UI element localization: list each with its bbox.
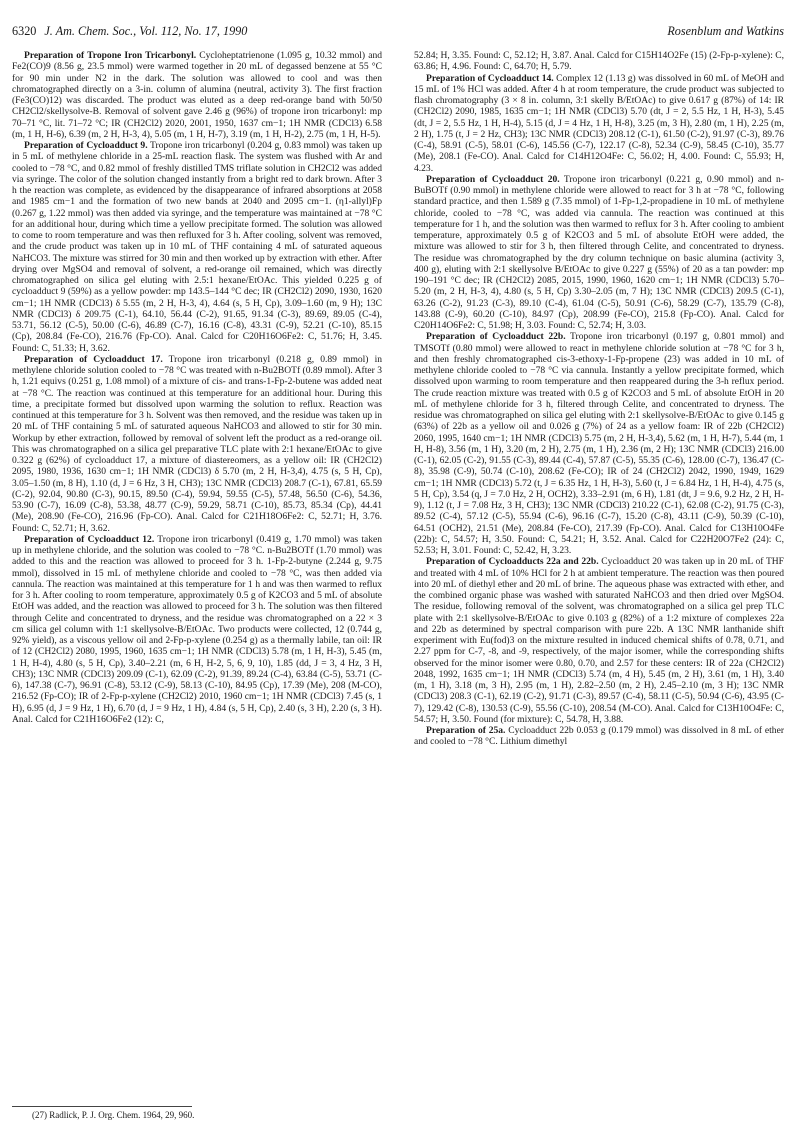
running-authors: Rosenblum and Watkins	[667, 24, 784, 38]
paragraph	[414, 73, 784, 174]
paragraph-text: Tropone iron tricarbonyl (0.221 g, 0.90 mmol) and n-BuBOTf (0.90 mmol) in methylene chloride were allowed to react for 3 h at −78 °C, following standard practice, and then 1.589 g (7.35 mmol) of 1-Fp-1,2-propadiene in 10 mL of methylene chloride, cooled to −78 °C, was added via cannula. The reaction was continued at this temperature for 1 h, and the solution was then warmed to reflux for 3 h. After cooling to ambient temperature, approximately 0.5 g of K2CO3 and 5 mL of absolute EtOH were added, the mixture was allowed to stir for 3 h, then filtered through Celite, and concentrated to dryness. The residue was chromatographed by the dry column technique on basic alumina (activity 3, 400 g), eluting with 2:1 skellysolve B/EtOAc to give 0.227 g (55%) of 20 as a tan powder: mp 190–191 °C dec; IR (CH2Cl2) 2085, 2015, 1990, 1960, 1620 cm−1; 1H NMR (CDCl3) 5.70–5.20 (m, 2 H, H-3, 4), 4.80 (s, 5 H, Cp) 3.30–2.05 (m, 7 H); 13C NMR (CDCl3) 209.5 (C-1), 63.26 (C-2), 91.23 (C-3), 89.10 (C-4), 61.04 (C-5), 50.91 (C-6), 58.29 (C-7), 135.79 (C-8), 143.88 (C-9), 60.20 (C-10), 84.97 (Cp), 208.99 (Fe-CO), 215.8 (Fp-CO). Anal. Calcd for C20H14O6Fe2: C, 51.98; H, 3.03. Found: C, 52.74; H, 3.03.	[414, 173, 784, 331]
paragraph-heading: Preparation of Cycloadduct 12.	[24, 533, 155, 545]
paragraph-text: Complex 12 (1.13 g) was dissolved in 60 mL of MeOH and 15 mL of 1% HCl was added. After 4 h at room temperature, the crude product was subjected to flash chromatography (3 × 8 in. column, 3:1 skelly B/EtOAc) to give 0.617 g (87%) of 14: IR (CH2Cl2) 2090, 1985, 1635 cm−1; 1H NMR (CDCl3) 5.70 (dt, J = 2, 5.5 Hz, 1 H, H-3), 5.45 (dt, J = 2, 5.5 Hz, 1 H, H-4), 5.15 (d, J = 4 Hz, 1 H, H-8), 3.25 (m, 3 H), 2.80 (m, 1 H), 2.25 (m, 2 H), 1.75 (t, J = 2 Hz, CH3); 13C NMR (CDCl3) 208.12 (C-1), 61.50 (C-2), 91.97 (C-3), 89.76 (C-4), 58.91 (C-5), 58.01 (C-6), 145.56 (C-7), 122.17 (C-8), 52.34 (C-9), 58.45 (C-10), 35.77 (Me), 208.1 (Fe-CO). Anal. Calcd for C14H12O4Fe: C, 56.02; H, 4.00. Found: C, 55.93; H, 4.23.	[414, 72, 784, 174]
header-left	[12, 24, 247, 39]
left-column	[12, 50, 382, 725]
paragraph-heading: Preparation of Cycloadduct 14.	[426, 72, 554, 84]
page-header	[12, 24, 784, 40]
paragraph	[12, 50, 382, 140]
paragraph	[12, 354, 382, 534]
paragraph	[414, 174, 784, 332]
paragraph	[414, 556, 784, 725]
paragraph-text: Tropone iron tricarbonyl (0.419 g, 1.70 mmol) was taken up in methylene chloride, and the solution was cooled to −78 °C. n-Bu2BOTf (1.70 mmol) was added to this and the reaction was allowed to proceed for 3 h. 1-Fp-2-butyne (2.244 g, 9.75 mmol), dissolved in 15 mL of methylene chloride and cooled to −78 °C, was then added via cannula. The reaction was maintained at this temperature for 1 h and was then warmed to reflux for 3 h. After cooling to room temperature, approximately 0.5 g of K2CO3 and 5 mL of absolute EtOH was added, and the reaction was allowed to proceed for 3 h. The solution was then filtered through Celite and concentrated to dryness, and the residue was chromatographed on a 22 × 3 cm silica gel column with 1:1 skellysolve-B/EtOAc. Two products were collected, 12 (0.744 g, 92% yield), as a viscous yellow oil and 2-Fp-p-xylene (0.254 g) as a thermally labile, tan oil: IR of 12 (CH2Cl2) 2080, 1995, 1960, 1635 cm−1; 1H NMR (CDCl3) 5.78 (m, 1 H, H-3), 5.45 (m, 1 H, H-4), 4.80 (s, 5 H, Cp), 3.40–2.21 (m, 6 H, H-2, 5, 6, 9, 10), 1.85 (dd, J = 3, 4 Hz, 3 H, CH3); 13C NMR (CDCl3) 209.09 (C-1), 62.09 (C-2), 91.39, 89.24 (C-4), 63.84 (C-5), 53.71 (C-6), 147.38 (C-7), 96.91 (C-8), 53.12 (C-9), 58.13 (C-10), 84.95 (Cp), 17.39 (Me), 208 (M-CO), 216.52 (Fp-CO); IR of 2-Fp-p-xylene (CH2Cl2) 2010, 1960 cm−1; 1H NMR (CDCl3) 7.45 (s, 1 H), 6.95 (d, J = 9 Hz, 1 H), 6.70 (d, J = 9 Hz, 1 H), 4.84 (s, 5 H, Cp), 2.40 (s, 3 H), 2.20 (s, 3 H). Anal. Calcd for C21H16O6Fe2 (12): C,	[12, 533, 382, 725]
paragraph	[414, 331, 784, 556]
page-number: 6320	[12, 24, 37, 38]
paragraph-heading: Preparation of Tropone Iron Tricarbonyl.	[24, 50, 197, 61]
paragraph-text: Cycloheptatrienone (1.095 g, 10.32 mmol) and Fe2(CO)9 (8.56 g, 23.5 mmol) were warmed together in 20 mL of degassed benzene at 55 °C for 90 min under N2 in the dark. The solution was allowed to cool and was then chromatographed directly on a 3-in. column of alumina (neutral, activity 3). The first fraction (Fe3(CO)12) was discarded. The product was eluted as a deep red-orange band with 50/50 CH2Cl2/skellysolve-B. Removal of solvent gave 2.46 g (96%) of tropone iron tricarbonyl: mp 70–71 °C, lit. 71–72 °C; IR (CH2Cl2) 2020, 2001, 1950, 1637 cm−1; 1H NMR (CDCl3) 6.58 (m, 1 H, H-6), 6.39 (m, 2 H, H-3, 4), 5.05 (m, 1 H, H-7), 3.19 (m, 1 H, H-2), 2.75 (m, 1 H, H-5).	[12, 50, 382, 140]
paragraph	[12, 534, 382, 725]
paragraph-text: 52.84; H, 3.35. Found: C, 52.12; H, 3.87. Anal. Calcd for C15H14O2Fe (15) (2-Fp-p-xylene): C, 63.86; H, 4.96. Found: C, 64.70; H, 5.79.	[414, 50, 784, 73]
paragraph-heading: Preparation of Cycloadduct 20.	[426, 173, 560, 185]
paragraph-text: Tropone iron tricarbonyl (0.197 g, 0.801 mmol) and TMSOTf (0.80 mmol) were allowed to react in methylene chloride solution at −78 °C for 3 h, and then freshly chromatographed cis-3-ethoxy-1-Fp-propene (23) was added in 10 mL of methylene chloride cooled to −78 °C via cannula. Instantly a yellow precipitate formed, which dissolved upon warming to room temperature and then reappeared during the 3-h reflux period. The crude reaction mixture was treated with 0.5 g of K2CO3 and 5 mL of absolute EtOH in 20 mL of methylene chloride for 3 h, filtered through Celite, and concentrated to dryness. The residue was chromatographed on silica gel eluting with 2:1 skellysolve-B/EtOAc to give 0.145 g (63%) of 22b as a yellow oil and 0.026 g (7%) of 24 as a yellow foam: IR of 22b (CH2Cl2) 2060, 1995, 1640 cm−1; 1H NMR (CDCl3) 5.75 (m, 2 H, H-3,4), 5.62 (m, 1 H, H-7), 5.44 (m, 1 H, H-8), 3.56 (m, 1 H), 3.20 (m, 2 H), 2.75 (m, 1 H), 2.36 (m, 2 H); 13C NMR (CDCl3) 216.00 (C-1), 62.05 (C-2), 91.55 (C-3), 89.44 (C-4), 57.87 (C-5), 55.35 (C-6), 128.00 (C-7), 136.47 (C-8), 35.98 (C-9), 50.74 (C-10), 208.62 (Fe-CO); IR of 24 (CH2Cl2) 2042, 1990, 1949, 1629 cm−1; 1H NMR (CDCl3) 5.72 (t, J = 6.35 Hz, 1 H, H-3), 5.60 (t, J = 6.84 Hz, 1 H, H-4), 4.75 (s, 5 H, Cp), 3.54 (q, J = 7.0 Hz, 2 H, OCH2), 3.33–2.91 (m, 6 H), 1.81 (dt, J = 9.6, 9.2 Hz, 2 H, H-9), 1.12 (t, J = 7.08 Hz, 3 H, CH3); 13C NMR (CDCl3) 210.22 (C-1), 62.08 (C-2), 91.75 (C-3), 89.52 (C-4), 57.12 (C-5), 55.94 (C-6), 96.16 (C-7), 15.20 (C-8), 43.11 (C-9), 50.39 (C-10), 64.51 (OCH2), 21.51 (Me), 208.84 (Fe-CO), 217.39 (Fp-CO). Anal. Calcd for C13H10O4Fe (22b): C, 54.57; H, 3.50. Found: C, 54.21; H, 3.52. Anal. Calcd for C22H20O7Fe2 (24): C, 52.53; H, 3.01. Found: C, 52.42, H, 3.23.	[414, 331, 785, 556]
paragraph-heading: Preparation of Cycloadducts 22a and 22b.	[426, 556, 599, 568]
paragraph	[414, 725, 784, 748]
paragraph	[414, 50, 784, 73]
right-column	[414, 50, 784, 748]
paragraph-heading: Preparation of Cycloadduct 22b.	[426, 331, 566, 343]
paragraph-heading: Preparation of Cycloadduct 17.	[24, 353, 163, 365]
paragraph-text: Tropone iron tricarbonyl (0.204 g, 0.83 mmol) was taken up in 5 mL of methylene chloride in a 25-mL reaction flask. The system was flushed with Ar and cooled to −78 °C, and 0.82 mmol of freshly distilled TMS triflate solution in CH2Cl2 was added via syringe. The color of the solution changed instantly from a bright red to dark brown. After 3 h the reaction was complete, as evidenced by the disappearance of infrared absorptions at 2058 and 1985 cm−1 and the formation of two new bands at 2040 and 2095 cm−1. (η1-allyl)Fp (0.267 g, 1.22 mmol) was then added via syringe, and the temperature was maintained at −78 °C for an additional hour, during which time a yellow precipitate formed. The solution was allowed to come to room temperature and was then refluxed for 3 h. After cooling, solvent was removed, and the crude product was taken up in 10 mL of THF containing 4 mL of saturated aqueous NaHCO3. The mixture was stirred for 30 min and then worked up by extraction with ether. After drying over MgSO4 and removal of solvent, a red-orange oil remained, which was directly chromatographed on silica gel eluting with 2.5:1 hexane/EtOAc. This yielded 0.225 g of cycloadduct 9 (59%) as a yellow powder: mp 143.5–144 °C dec; IR (CH2Cl2) 2090, 1930, 1620 cm−1; 1H NMR (CDCl3) δ 5.55 (m, 2 H, H-3, 4), 4.64 (s, 5 H, Cp), 3.09–1.60 (m, 9 H); 13C NMR (CDCl3) δ 209.75 (C-1), 64.10, 56.44 (C-2), 91.65, 91.34 (C-3), 89.69, 89.05 (C-4), 53.71, 56.12 (C-5), 50.00 (C-6), 46.89 (C-7), 16.16 (C-8), 43.31 (C-9), 52.21 (C-10), 85.15 (Cp), 208.84 (Fe-CO), 216.76 (Fp-CO). Anal. Calcd for C20H16O6Fe2: C, 51.76; H, 3.45. Found: C, 51.33; H, 3.62.	[12, 140, 383, 354]
paragraph-heading: Preparation of Cycloadduct 9.	[24, 140, 148, 151]
paragraph-heading: Preparation of 25a.	[426, 725, 506, 736]
footnote-rule	[12, 1106, 192, 1107]
footnote: (27) Radlick, P. J. Org. Chem. 1964, 29, 960.	[32, 1110, 195, 1120]
journal-citation: J. Am. Chem. Soc., Vol. 112, No. 17, 1990	[44, 24, 248, 38]
paragraph-text: Tropone iron tricarbonyl (0.218 g, 0.89 mmol) in methylene chloride solution cooled to −78 °C was treated with n-Bu2BOTf (0.89 mmol). After 3 h, 1.21 equivs (0.251 g, 1.08 mmol) of a mixture of cis- and trans-1-Fp-2-butene was added neat at −78 °C. The reaction was continued at this temperature for an additional hour. During this time, a precipitate formed but dissolved upon warming the solution to reflux. Reaction was continued at this temperature for 3 h. Solvent was then removed, and the residue was taken up in 20 mL of THF containing 5 mL of saturated aqueous NaHCO3 and allowed to stir for 30 min. Workup by ether extraction, followed by removal of solvent left the product as a red-orange oil. This was chromatographed on a silica gel preparative TLC plate with 2:1 hexane/EtOAc to give 0.322 g (62%) of cycloadduct 17, a mixture of diastereomers, as a yellow oil: IR (CH2Cl2) 2095, 1980, 1936, 1630 cm−1; 1H NMR (CDCl3) δ 5.70 (m, 2 H, H-3,4), 4.75 (s, 5 H, Cp), 3.05–1.50 (m, 8 H), 1.10 (d, J = 6 Hz, 3 H, CH3); 13C NMR (CDCl3) 208.7 (C-1), 67.81, 65.59 (C-2), 92.04, 90.80 (C-3), 90.15, 89.50 (C-4), 59.94, 59.55 (C-5), 57.48, 56.50 (C-6), 54.36, 53.90 (C-7), 16.09 (C-8), 53.38, 48.77 (C-9), 59.29, 58.71 (C-10), 85.73, 85.34 (Cp), 44.41 (Me), 208.90 (Fe-CO), 216.96 (Fp-CO). Anal. Calcd for C21H18O6Fe2: C, 52.71; H, 3.76. Found: C, 52.71; H, 3.62.	[12, 353, 383, 534]
paragraph-text: Cycloadduct 20 was taken up in 20 mL of THF and treated with 4 mL of 10% HCl for 2 h at ambient temperature. The reaction was then poured into 20 mL of diethyl ether and 20 mL of brine. The aqueous phase was extracted with ether, and the combined organic phase was washed with saturated NaHCO3 and then dried over MgSO4. The residue, following removal of the solvent, was chromatographed on a silica gel prep TLC plate with 2:1 skellysolve-B/EtOAc to give 0.103 g (82%) of a 1:2 mixture of complexes 22a and 22b as determined by spectral comparison with pure 22b. A 13C NMR lanthanide shift experiment with Eu(fod)3 on the mixture resulted in induced chemical shifts of 0.78, 0.71, and 2.27 ppm for C-7, -8, and -9, respectively, of the major isomer, while the corresponding shifts observed for the minor isomer were 0.80, 0.70, and 2.57 for these centers: IR of 22a (CH2Cl2) 2048, 1992, 1635 cm−1; 1H NMR (CDCl3) 5.74 (m, 4 H), 5.45 (m, 2 H), 3.61 (m, 1 H), 3.40 (m, 1 H), 3.18 (m, 3 H), 2.95 (m, 1 H), 2.82–2.50 (m, 2 H), 2.45–2.10 (m, 3 H); 13C NMR (CDCl3) 208.3 (C-1), 62.19 (C-2), 91.71 (C-3), 89.57 (C-4), 58.11 (C-5), 50.94 (C-6), 43.95 (C-7), 129.42 (C-8), 130.53 (C-9), 55.56 (C-10), 208.54 (M-CO). Anal. Calcd for C13H10O4Fe: C, 54.57; H, 3.50. Found (for mixture): C, 54.78, H, 3.88.	[414, 556, 784, 725]
paragraph-text: Cycloadduct 22b 0.053 g (0.179 mmol) was dissolved in 8 mL of ether and cooled to −78 °C. Lithium dimethyl	[414, 725, 784, 748]
paragraph	[12, 140, 382, 354]
